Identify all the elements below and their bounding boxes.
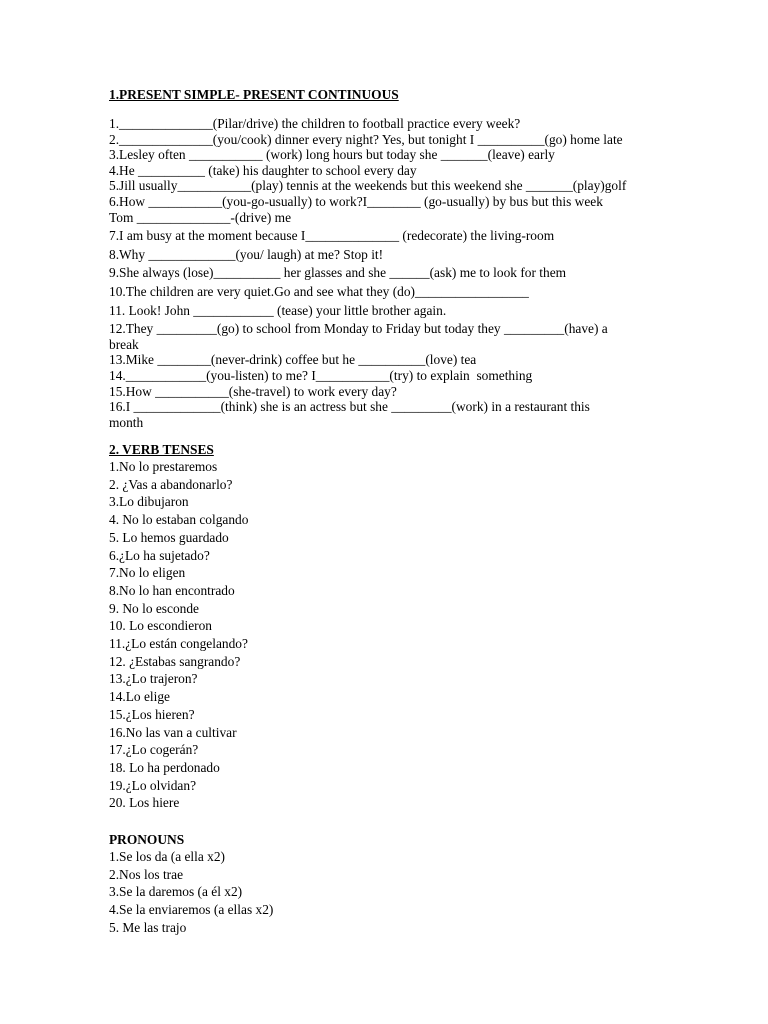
exercise-line: 3.Se la daremos (a él x2) xyxy=(109,884,243,900)
exercise-line: 11. Look! John ____________ (tease) your little brother again. xyxy=(109,302,447,318)
section-heading: 1.PRESENT SIMPLE- PRESENT CONTINUOUS xyxy=(109,87,399,102)
exercise-line: 6.¿Lo ha sujetado? xyxy=(109,547,210,563)
exercise-line: 4.Se la enviaremos (a ellas x2) xyxy=(109,902,274,918)
exercise-line: 13.¿Lo trajeron? xyxy=(109,671,198,687)
exercise-line: 3.Lo dibujaron xyxy=(109,494,189,510)
exercise-line: 2.______________(you/cook) dinner every night? Yes, but tonight I __________(go) home late xyxy=(109,131,623,147)
exercise-line: 4. No lo estaban colgando xyxy=(109,512,249,528)
exercise-line: Tom ______________-(drive) me xyxy=(109,209,292,225)
exercise-line: 5. Me las trajo xyxy=(109,919,187,935)
exercise-line: 9. No lo esconde xyxy=(109,600,199,616)
exercise-line: 15.¿Los hieren? xyxy=(109,706,195,722)
exercise-line: 7.I am busy at the moment because I______________ (redecorate) the living-room xyxy=(109,228,555,244)
section-pronouns xyxy=(109,832,649,937)
exercise-list xyxy=(109,116,649,430)
exercise-line: 20. Los hiere xyxy=(109,795,180,811)
exercise-line: 14.Lo elige xyxy=(109,689,170,705)
exercise-line: 4.He __________ (take) his daughter to school every day xyxy=(109,162,417,178)
exercise-line: 16.I _____________(think) she is an actress but she _________(work) in a restaurant this xyxy=(109,399,590,415)
exercise-line: 5. Lo hemos guardado xyxy=(109,529,229,545)
exercise-line: 1.Se los da (a ella x2) xyxy=(109,849,226,864)
exercise-line: 12.They _________(go) to school from Monday to Friday but today they _________(have) a xyxy=(109,321,608,337)
exercise-line: break xyxy=(109,336,139,352)
exercise-line: 12. ¿Estabas sangrando? xyxy=(109,653,241,669)
exercise-line: 1.No lo prestaremos xyxy=(109,459,218,474)
exercise-line: 6.How ___________(you-go-usually) to work?I________ (go-usually) by bus but this week xyxy=(109,193,603,209)
section-verb-tenses xyxy=(109,442,649,812)
exercise-line: 8.No lo han encontrado xyxy=(109,582,235,598)
exercise-line: 2. ¿Vas a abandonarlo? xyxy=(109,476,233,492)
exercise-line: 7.No lo eligen xyxy=(109,565,186,581)
exercise-line: 17.¿Lo cogerán? xyxy=(109,742,199,758)
exercise-line: 1.______________(Pilar/drive) the children to football practice every week? xyxy=(109,116,521,131)
exercise-line: 16.No las van a cultivar xyxy=(109,724,237,740)
exercise-line: 8.Why _____________(you/ laugh) at me? Stop it! xyxy=(109,246,384,262)
exercise-list xyxy=(109,848,649,937)
exercise-line: 13.Mike ________(never-drink) coffee but he __________(love) tea xyxy=(109,352,477,368)
exercise-line: 5.Jill usually___________(play) tennis at the weekends but this weekend she _______(play)golf xyxy=(109,178,627,194)
exercise-line: 15.How ___________(she-travel) to work every day? xyxy=(109,383,397,399)
exercise-line: 10.The children are very quiet.Go and see what they (do)_________________ xyxy=(109,283,529,299)
exercise-line: 3.Lesley often ___________ (work) long hours but today she _______(leave) early xyxy=(109,147,555,163)
exercise-line: 11.¿Lo están congelando? xyxy=(109,636,248,652)
section-heading: 2. VERB TENSES xyxy=(109,442,214,457)
exercise-line: 9.She always (lose)__________ her glasses and she ______(ask) me to look for them xyxy=(109,265,567,281)
section-present-simple-continuous xyxy=(109,87,649,430)
exercise-line: 19.¿Lo olvidan? xyxy=(109,777,197,793)
exercise-line: 10. Lo escondieron xyxy=(109,618,213,634)
exercise-line: month xyxy=(109,414,144,430)
exercise-line: 2.Nos los trae xyxy=(109,866,184,882)
exercise-line: 14.____________(you-listen) to me? I___________(try) to explain something xyxy=(109,367,533,383)
exercise-list xyxy=(109,458,649,812)
exercise-line: 18. Lo ha perdonado xyxy=(109,759,220,775)
section-heading: PRONOUNS xyxy=(109,832,185,847)
